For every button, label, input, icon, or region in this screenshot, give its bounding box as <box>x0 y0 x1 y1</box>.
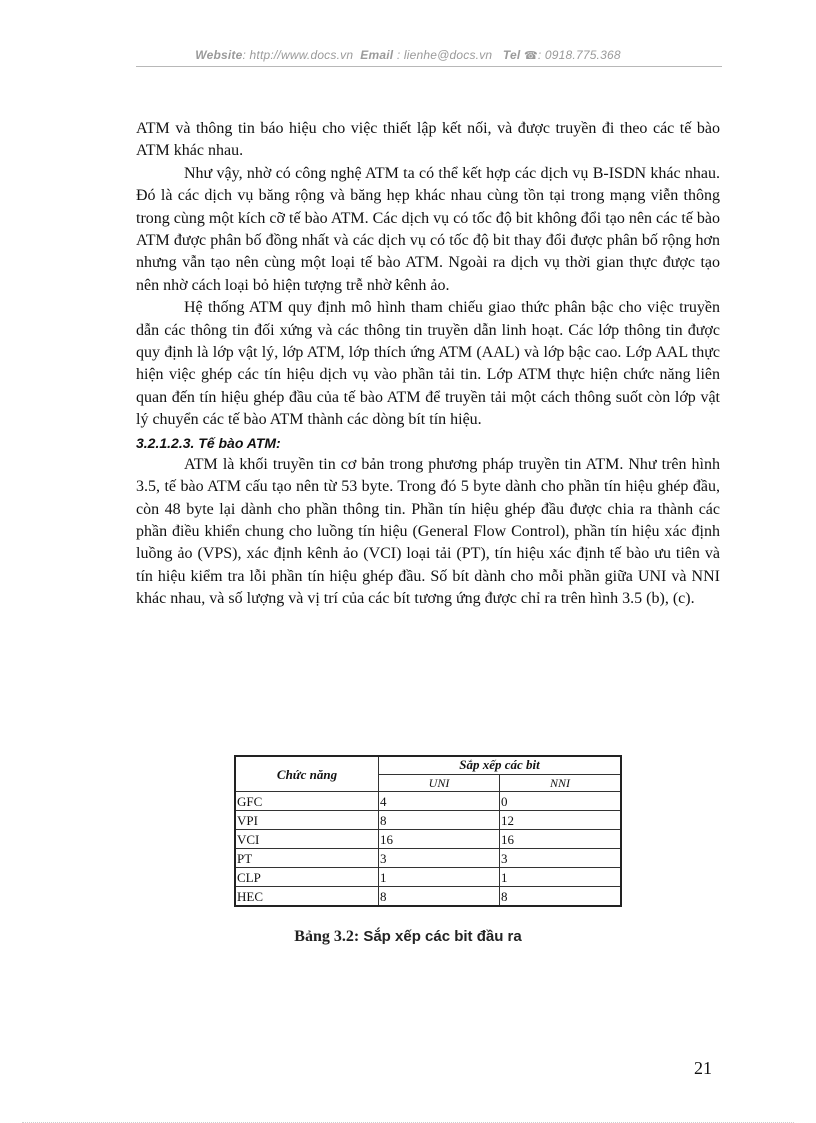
cell-uni: 3 <box>379 849 500 868</box>
cell-name: VCI <box>235 830 379 849</box>
table-caption <box>0 928 816 946</box>
cell-uni: 8 <box>379 811 500 830</box>
header-divider <box>136 66 722 67</box>
table-row <box>235 830 621 849</box>
paragraph-3: Hệ thống ATM quy định mô hình tham chiếu giao thức phân bậc cho việc truyền dẫn các thông tin đối xứng và các thông tin truyền dẫn linh hoạt. Các lớp thông tin được quy định là lớp vật lý, lớp ATM, lớp thích ứng ATM (AAL) và lớp bậc cao. Lớp AAL thực hiện việc ghép các tín hiệu dịch vụ vào phần tải tin. Lớp ATM thực hiện chức năng liên quan đến tín hiệu ghép đầu của tế bào ATM để truyền tải một cách thông suốt còn lớp vật lý chuyển các tế bào ATM thành các dòng bít tín hiệu. <box>136 299 720 429</box>
table-row <box>235 792 621 811</box>
paragraph-2: Như vậy, nhờ có công nghệ ATM ta có thể kết hợp các dịch vụ B-ISDN khác nhau. Đó là các dịch vụ băng rộng và băng hẹp khác nhau cùng tồn tại trong mạng viễn thông trong cùng một kích cỡ tế bào ATM. Các dịch vụ có tốc độ bit không đổi tạo nên các tế bào ATM được phân bố đồng nhất và các dịch vụ có tốc độ bit thay đổi được phân bố rộng hơn nhưng vẫn tạo nên cùng một loại tế bào ATM. Ngoài ra dịch vụ thời gian thực được tạo nên nhờ cách loại bỏ hiện tượng trễ nhờ kênh ảo. <box>136 164 720 294</box>
email-label: Email <box>360 48 394 62</box>
phone-icon: ☎ <box>523 50 538 62</box>
cell-nni: 0 <box>500 792 622 811</box>
paragraph-1: ATM và thông tin báo hiệu cho việc thiết lập kết nối, và được truyền đi theo các tế bào ATM khác nhau. <box>136 120 720 160</box>
cell-uni: 16 <box>379 830 500 849</box>
cell-nni: 3 <box>500 849 622 868</box>
cell-nni: 16 <box>500 830 622 849</box>
header-nni: NNI <box>500 774 622 791</box>
table-row <box>235 887 621 907</box>
email-value: : lienhe@docs.vn <box>396 48 493 62</box>
caption-label: Bảng 3.2: <box>294 928 360 945</box>
document-body <box>136 118 720 611</box>
table-row <box>235 811 621 830</box>
caption-text: Sắp xếp các bit đầu ra <box>359 928 522 945</box>
cell-name: CLP <box>235 868 379 887</box>
tel-label: Tel <box>502 48 521 62</box>
tel-value: : 0918.775.368 <box>537 48 621 62</box>
header-bit-group: Sắp xếp các bit <box>379 756 622 774</box>
page-header <box>0 48 816 62</box>
cell-name: VPI <box>235 811 379 830</box>
cell-uni: 8 <box>379 887 500 907</box>
table-row <box>235 849 621 868</box>
page-number: 21 <box>694 1058 712 1078</box>
cell-nni: 1 <box>500 868 622 887</box>
table-header-row <box>235 756 621 774</box>
table-row <box>235 868 621 887</box>
paragraph-4: ATM là khối truyền tin cơ bản trong phương pháp truyền tin ATM. Như trên hình 3.5, tế bào ATM cấu tạo nên từ 53 byte. Trong đó 5 byte dành cho phần tín hiệu ghép đầu, còn 48 byte lại dành cho phần thông tin. Phần tín hiệu ghép đầu được chia ra thành các phần điều khiển chung cho luồng tín hiệu (General Flow Control), phần tín hiệu xác định luồng ảo (VPS), xác định kênh ảo (VCI) loại tải (PT), tín hiệu xác định tế bào ưu tiên và tín hiệu kiểm tra lỗi phần tín hiệu ghép đầu. Số bít dành cho mỗi phần giữa UNI và NNI khác nhau, và số lượng và vị trí của các bít tương ứng được chỉ ra trên hình 3.5 (b), (c). <box>136 455 720 608</box>
header-uni: UNI <box>379 774 500 791</box>
cell-uni: 1 <box>379 868 500 887</box>
header-function: Chức năng <box>235 756 379 792</box>
cell-uni: 4 <box>379 792 500 811</box>
section-heading: 3.2.1.2.3. Tế bào ATM: <box>136 434 281 451</box>
cell-name: PT <box>235 849 379 868</box>
cell-name: GFC <box>235 792 379 811</box>
cell-name: HEC <box>235 887 379 907</box>
cell-nni: 12 <box>500 811 622 830</box>
website-label: Website <box>195 48 243 62</box>
bit-allocation-table <box>234 755 622 907</box>
cell-nni: 8 <box>500 887 622 907</box>
website-value: : http://www.docs.vn <box>242 48 354 62</box>
